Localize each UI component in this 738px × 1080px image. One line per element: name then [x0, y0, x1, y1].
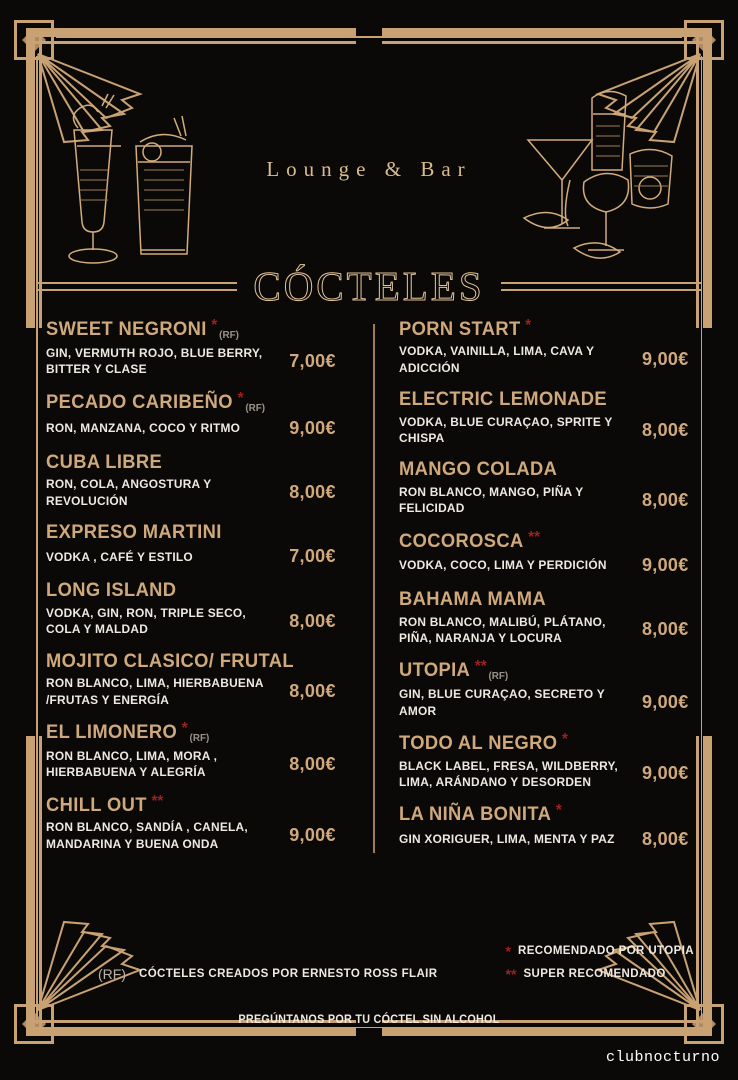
menu-item-description: RON, MANZANA, COCO Y RITMO — [46, 421, 241, 436]
menu-item — [46, 651, 351, 708]
rf-marker: (RF) — [488, 670, 508, 683]
menu-item-body — [46, 748, 351, 781]
menu-item-body — [46, 546, 351, 567]
menu-item-price: 7,00€ — [289, 546, 336, 567]
menu-item-price: 8,00€ — [289, 482, 336, 503]
menu-item-description: GIN, BLUE CURAÇAO, SECRETO Y AMOR — [398, 687, 605, 718]
menu-item — [399, 732, 704, 790]
menu-item-name: PECADO CARIBEÑO *(RF) — [46, 389, 266, 414]
menu-item — [46, 452, 351, 509]
rf-marker: (RF) — [219, 329, 239, 341]
menu-column-right — [375, 318, 704, 865]
brand-subtitle: Lounge & Bar — [266, 157, 472, 181]
menu-item-description: VODKA, COCO, LIMA Y PERDICIÓN — [398, 558, 607, 573]
recommendation-star: * — [181, 719, 188, 737]
menu-item — [46, 391, 351, 439]
menu-item-name: EXPRESO MARTINI — [46, 521, 222, 543]
menu-item-name: CUBA LIBRE — [46, 450, 163, 473]
menu-item-body — [399, 686, 704, 719]
legend-star-icon: * — [505, 943, 511, 959]
menu-item-name: TODO AL NEGRO * — [398, 731, 568, 755]
rf-footnote — [98, 966, 437, 983]
menu-item-body — [399, 484, 704, 517]
recommendation-star: * — [555, 802, 562, 820]
menu-item — [399, 589, 704, 646]
legend-text: RECOMENDADO POR UTOPIA — [518, 945, 694, 957]
menu-item-name: BAHAMA MAMA — [398, 588, 546, 611]
rf-footnote-tag: (RF) — [98, 966, 126, 982]
frame-corner-bar-bottom-right — [382, 1027, 712, 1036]
menu-item — [399, 318, 704, 376]
recommendation-star: * — [237, 389, 244, 407]
rf-marker: (RF) — [189, 731, 210, 744]
menu-item-description: RON, COLA, ANGOSTURA Y REVOLUCIÓN — [46, 477, 212, 508]
menu-item-body — [46, 418, 351, 439]
legend-row — [506, 967, 694, 981]
recommendation-star: ** — [474, 658, 487, 676]
menu-item-price: 9,00€ — [289, 417, 336, 438]
menu-item-price: 7,00€ — [289, 350, 336, 371]
frame-left-rule — [36, 56, 38, 1024]
menu-item-body — [46, 476, 351, 509]
menu-item-body — [399, 829, 704, 850]
menu-item-body — [399, 343, 704, 376]
menu-item — [46, 721, 351, 781]
frame-corner-post-bottom-left — [26, 736, 35, 1036]
menu-item — [46, 318, 351, 378]
menu-item-body — [46, 819, 351, 852]
legend-row — [506, 944, 694, 958]
menu-item-body — [399, 758, 704, 791]
menu-item-price: 9,00€ — [642, 349, 689, 370]
menu-item-price: 8,00€ — [642, 489, 689, 510]
menu-item-name: CHILL OUT ** — [46, 792, 164, 816]
menu-column-left — [46, 318, 373, 865]
menu-item-body — [399, 414, 704, 447]
menu-item-name: COCOROSCA ** — [398, 528, 540, 552]
menu-item-name: LA NIÑA BONITA * — [398, 802, 562, 826]
menu-item — [46, 794, 351, 852]
recommendation-star: * — [561, 731, 568, 749]
recommendation-star: * — [211, 317, 218, 334]
rf-marker: (RF) — [245, 401, 266, 414]
recommendation-star: * — [525, 317, 531, 334]
deco-fan-icon — [36, 917, 146, 1012]
legend-text: SUPER RECOMENDADO — [523, 968, 666, 980]
menu-item-price: 9,00€ — [642, 692, 689, 713]
section-rule-left — [37, 281, 237, 292]
alcohol-free-tagline: PREGÚNTANOS POR TU CÓCTEL SIN ALCOHOL — [238, 1012, 500, 1026]
menu-item — [399, 389, 704, 446]
legend-star-icon: ** — [505, 966, 517, 982]
menu-item-description: VODKA, VAINILLA, LIMA, CAVA Y ADICCIÓN — [398, 344, 594, 375]
section-rule-right — [501, 281, 701, 292]
menu-item-body — [399, 614, 704, 647]
menu-item-body — [46, 605, 351, 638]
frame-corner-bar-top-right — [382, 28, 712, 37]
frame-corner-bar-top-left — [26, 28, 356, 37]
menu-item-name: UTOPIA **(RF) — [398, 658, 508, 683]
frame-corner-bar-bottom-left — [26, 1027, 356, 1036]
frame-corner-post-bottom-right — [703, 736, 712, 1036]
recommendation-star: ** — [528, 528, 540, 546]
menu-item-name: MANGO COLADA — [398, 458, 558, 481]
menu-columns — [46, 318, 704, 865]
recommendation-legend — [506, 944, 694, 990]
menu-item-description: VODKA, GIN, RON, TRIPLE SECO, COLA Y MALDAD — [46, 605, 246, 637]
menu-item-name: SWEET NEGRONI *(RF) — [46, 317, 239, 341]
menu-item-price: 8,00€ — [289, 681, 336, 702]
recommendation-star: ** — [151, 792, 164, 810]
menu-item-price: 8,00€ — [642, 828, 689, 849]
menu-item — [46, 522, 351, 567]
menu-item-body — [399, 555, 704, 576]
menu-item-description: RON BLANCO, MANGO, PIÑA Y FELICIDAD — [398, 484, 583, 516]
menu-item-description: RON BLANCO, SANDÍA , CANELA, MANDARINA Y BUENA ONDA — [46, 820, 248, 851]
menu-item-price: 8,00€ — [289, 610, 336, 631]
menu-item-description: GIN, VERMUTH ROJO, BLUE BERRY, BITTER Y CLASE — [46, 346, 263, 377]
menu-item-price: 9,00€ — [642, 555, 689, 576]
watermark: clubnocturno — [605, 1049, 720, 1066]
menu-item-price: 8,00€ — [642, 619, 689, 640]
menu-item-description: RON BLANCO, LIMA, HIERBABUENA /FRUTAS Y ENERGÍA — [46, 676, 264, 707]
menu-item-price: 8,00€ — [642, 419, 689, 440]
menu-item-body — [46, 345, 351, 378]
menu-item-name: PORN START * — [398, 317, 531, 340]
menu-item-name: ELECTRIC LEMONADE — [398, 388, 607, 411]
frame-corner-bar-top-left-inner — [26, 41, 356, 44]
menu-item-description: BLACK LABEL, FRESA, WILDBERRY, LIMA, ARÁNDANO Y DESORDEN — [398, 758, 618, 789]
rf-footnote-text: CÓCTELES CREADOS POR ERNESTO ROSS FLAIR — [139, 968, 438, 980]
menu-item-description: VODKA, BLUE CURAÇAO, SPRITE Y CHISPA — [398, 414, 613, 446]
menu-item-price: 9,00€ — [642, 763, 689, 784]
section-header — [0, 262, 738, 310]
menu-item-description: GIN XORIGUER, LIMA, MENTA Y PAZ — [398, 832, 615, 847]
menu-item — [399, 803, 704, 849]
menu-item-name: EL LIMONERO *(RF) — [46, 719, 210, 744]
section-title: CÓCTELES — [253, 263, 485, 309]
menu-item — [399, 530, 704, 576]
menu-item — [399, 659, 704, 719]
menu-item-description: VODKA , CAFÉ Y ESTILO — [46, 549, 193, 564]
menu-item-description: RON BLANCO, LIMA, MORA , HIERBABUENA Y ALEGRÍA — [46, 748, 218, 780]
menu-item-price: 8,00€ — [289, 753, 336, 774]
menu-item-name: LONG ISLAND — [46, 579, 177, 602]
menu-item-description: RON BLANCO, MALIBÚ, PLÁTANO, PIÑA, NARANJA Y LOCURA — [398, 614, 606, 645]
menu-item-price: 9,00€ — [289, 825, 336, 846]
menu-item — [46, 580, 351, 637]
frame-corner-bar-top-right-inner — [382, 41, 712, 44]
menu-item — [399, 459, 704, 516]
column-divider — [373, 324, 375, 853]
brand-header — [0, 78, 738, 182]
menu-item-name: MOJITO CLASICO/ FRUTAL — [46, 649, 294, 672]
menu-item-body — [46, 675, 351, 708]
